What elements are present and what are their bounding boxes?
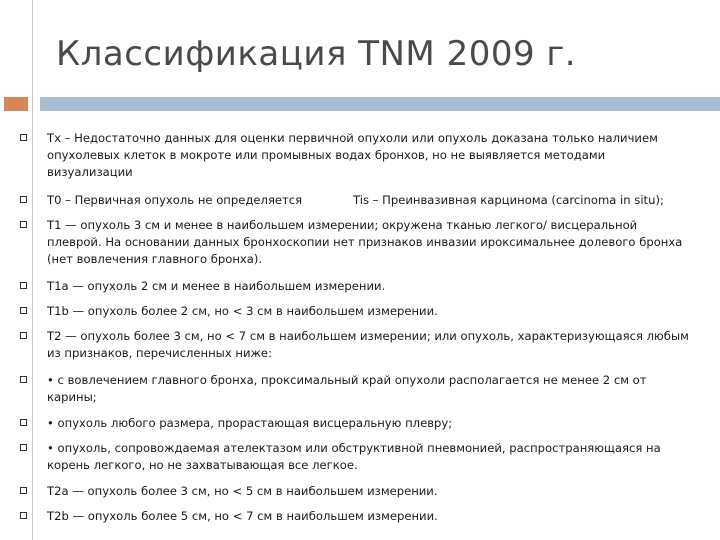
square-bullet-icon [20, 512, 27, 519]
item-text: • опухоль, сопровождаемая ателектазом или обструктивной пневмонией, распространяющаяся на корень легкого, но не захватывающая все легкое. [47, 441, 661, 472]
square-bullet-icon [20, 221, 27, 228]
square-bullet-icon [20, 376, 27, 383]
square-bullet-icon [20, 419, 27, 426]
item-text: T1 — опухоль 3 см и менее в наибольшем измерении; окружена тканью легкого/ висцеральной плеврой. На основании данных бронхоскопии нет признаков инвазии ироксимальнее долевого бронха (нет вовлечения главного бронха). [47, 218, 683, 266]
item-text-tis: Tis – Преинвазивная карцинома (carcinoma in situ); [353, 193, 664, 207]
item-text: • с вовлечением главного бронха, проксимальный край опухоли располагается не менее 2 см от карины; [47, 373, 647, 404]
square-bullet-icon [20, 444, 27, 451]
item-text: Tx – Недостаточно данных для оценки первичной опухоли или опухоль доказана только наличием опухолевых клеток в мокроте или промывных водах бронхов, но не выявляется методами визуализации [47, 131, 658, 179]
item-text: • опухоль любого размера, прорастающая висцеральную плевру; [47, 416, 453, 430]
square-bullet-icon [20, 196, 27, 203]
item-text: T1b — опухоль более 2 см, но < 3 см в наибольшем измерении. [47, 304, 438, 318]
square-bullet-icon [20, 307, 27, 314]
item-text: T0 – Первичная опухоль не определяется [47, 193, 303, 207]
slide-title: Классификация TNM 2009 г. [56, 34, 577, 74]
square-bullet-icon [20, 487, 27, 494]
square-bullet-icon [20, 134, 27, 141]
item-text: T1a — опухоль 2 см и менее в наибольшем измерении. [47, 279, 386, 293]
item-text: T2a — опухоль более 3 см, но < 5 см в наибольшем измерении. [47, 484, 438, 498]
square-bullet-icon [20, 332, 27, 339]
item-text: T2 — опухоль более 3 см, но < 7 см в наибольшем измерении; или опухоль, характеризующаяся любым из признаков, перечисленных ниже: [47, 329, 689, 360]
square-bullet-icon [20, 282, 27, 289]
item-text: T2b — опухоль более 5 см, но < 7 см в наибольшем измерении. [47, 509, 438, 523]
